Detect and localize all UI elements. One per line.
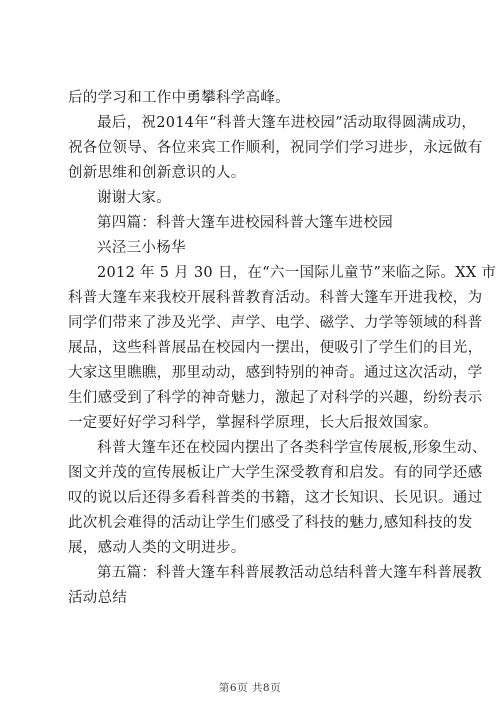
paragraph-line: 展，感动人类的文明进步。 — [68, 540, 246, 556]
paragraph-line: 一定要好好学习科学，掌握科学原理，长大后报效国家。 — [68, 415, 438, 431]
paragraph-line: 同学们带来了涉及光学、声学、电学、磁学、力学等领域的科普 — [68, 315, 483, 331]
paragraph-line: 图文并茂的宣传展板让广大学生深受教育和启发。有的同学还感 — [68, 465, 483, 481]
paragraph-line: 生们感受到了科学的神奇魅力，激起了对科学的兴趣，纷纷表示 — [68, 390, 483, 406]
section-heading: 活动总结 — [68, 590, 128, 606]
page-body — [68, 86, 497, 611]
section-heading: 第四篇：科普大篷车进校园科普大篷车进校园 — [97, 215, 393, 231]
author-line: 兴泾三小杨华 — [97, 240, 186, 256]
paragraph-line: 谢谢大家。 — [97, 190, 171, 206]
paragraph-line: 科普大篷车来我校开展科普教育活动。科普大篷车开进我校，为 — [68, 290, 483, 306]
section-heading: 第五篇：科普大篷车科普展教活动总结科普大篷车科普展教 — [97, 565, 482, 581]
paragraph-line: 祝各位领导、各位来宾工作顺利，祝同学们学习进步，永远做有 — [68, 140, 483, 156]
paragraph-line: 创新思维和创新意识的人。 — [68, 165, 246, 181]
paragraph-line: 后的学习和工作中勇攀科学高峰。 — [68, 90, 290, 106]
page-number-footer: 第6页 共8页 — [218, 682, 282, 694]
paragraph-line: 最后，祝2014年“科普大篷车进校园”活动取得圆满成功， — [97, 115, 477, 131]
paragraph-line: 此次机会难得的活动让学生们感受了科技的魅力,感知科技的发 — [68, 515, 473, 531]
paragraph-line: 叹的说以后还得多看科普类的书籍，这才长知识、长见识。通过 — [68, 490, 483, 506]
paragraph-line: 大家这里瞧瞧，那里动动，感到特别的神奇。通过这次活动，学 — [68, 365, 483, 381]
paragraph-line: 2012 年 5 月 30 日，在“六一国际儿童节”来临之际。XX 市 — [97, 265, 497, 281]
paragraph-line: 展品，这些科普展品在校园内一摆出，便吸引了学生们的目光， — [68, 340, 483, 356]
paragraph-line: 科普大篷车还在校园内摆出了各类科学宣传展板,形象生动、 — [97, 440, 487, 456]
